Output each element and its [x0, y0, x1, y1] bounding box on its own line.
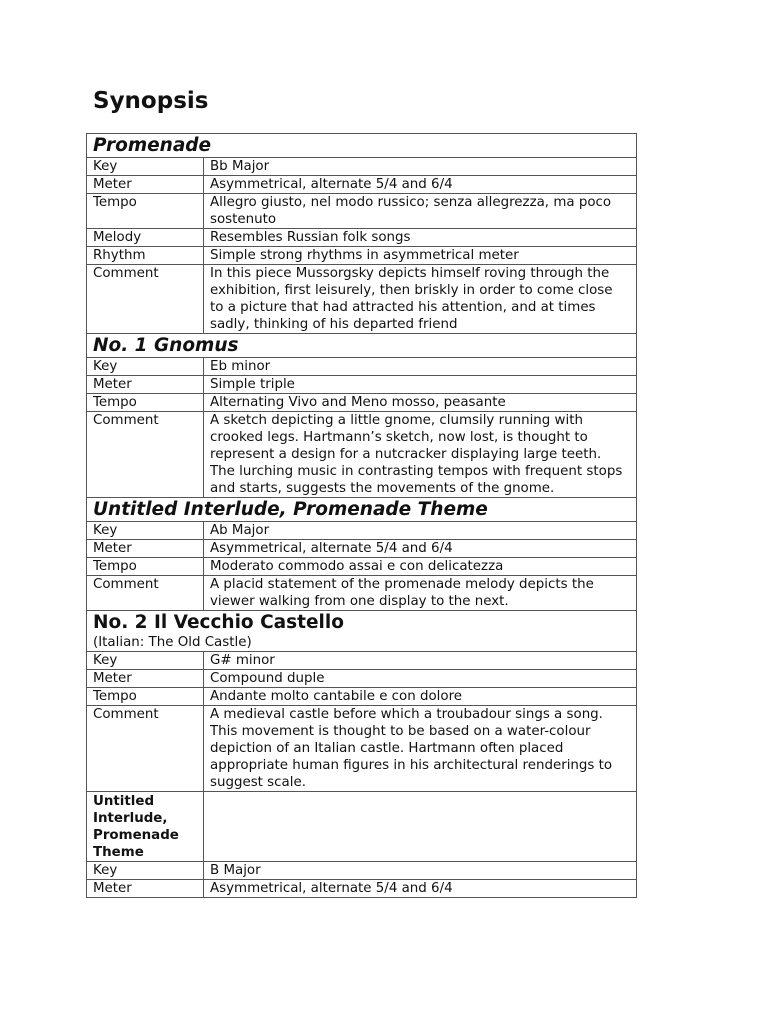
row-value: A placid statement of the promenade melody depicts the viewer walking from one display to the next.: [204, 576, 637, 611]
row-value: B Major: [204, 862, 637, 880]
row-label: Tempo: [87, 394, 204, 412]
row-value: Bb Major: [204, 158, 637, 176]
section-header-promenade: [87, 134, 637, 158]
table-row: [87, 558, 637, 576]
table-row: [87, 247, 637, 265]
row-label: Key: [87, 652, 204, 670]
section-title: Untitled Interlude, Promenade Theme: [93, 499, 488, 520]
row-value: A sketch depicting a little gnome, clumsily running with crooked legs. Hartmann’s sketch, now lost, is thought to represent a design for a nutcracker displaying large teeth. The lurching music in contrasting tempos with frequent stops and starts, suggests the movements of the gnome.: [204, 412, 637, 498]
row-label: Melody: [87, 229, 204, 247]
table-row: [87, 394, 637, 412]
section-heading-cell: [87, 498, 637, 522]
row-value: Andante molto cantabile e con dolore: [204, 688, 637, 706]
table-row: [87, 576, 637, 611]
section-header-gnomus: [87, 334, 637, 358]
row-value: Simple triple: [204, 376, 637, 394]
row-label: Meter: [87, 176, 204, 194]
table-row: [87, 706, 637, 792]
row-value: Eb minor: [204, 358, 637, 376]
section-heading-cell: [87, 334, 637, 358]
row-label: Key: [87, 358, 204, 376]
table-row: [87, 522, 637, 540]
row-label: Tempo: [87, 558, 204, 576]
section-title: Promenade: [93, 135, 212, 156]
row-value: Allegro giusto, nel modo russico; senza allegrezza, ma poco sostenuto: [204, 194, 637, 229]
row-label: Meter: [87, 376, 204, 394]
row-value: Moderato commodo assai e con delicatezza: [204, 558, 637, 576]
table-row: [87, 880, 637, 898]
row-label: Tempo: [87, 194, 204, 229]
row-label: Key: [87, 522, 204, 540]
section-heading-cell: [87, 134, 637, 158]
table-row: [87, 265, 637, 334]
table-row: [87, 194, 637, 229]
section-header-vecchio-castello: [87, 611, 637, 652]
row-label: Key: [87, 158, 204, 176]
section-subtitle: (Italian: The Old Castle): [93, 635, 252, 650]
table-row: [87, 652, 637, 670]
table-row: [87, 176, 637, 194]
row-label: Meter: [87, 540, 204, 558]
row-label: Meter: [87, 880, 204, 898]
row-value: Alternating Vivo and Meno mosso, peasante: [204, 394, 637, 412]
empty-cell: [204, 792, 637, 862]
table-row: [87, 862, 637, 880]
row-label: Comment: [87, 412, 204, 498]
row-label: Comment: [87, 576, 204, 611]
row-label: Tempo: [87, 688, 204, 706]
page-title: Synopsis: [93, 88, 209, 114]
table-row: [87, 229, 637, 247]
table-row: [87, 540, 637, 558]
row-value: Resembles Russian folk songs: [204, 229, 637, 247]
row-value: Asymmetrical, alternate 5/4 and 6/4: [204, 540, 637, 558]
row-label: Key: [87, 862, 204, 880]
section-title: No. 2 Il Vecchio Castello: [93, 612, 344, 633]
table-row: [87, 412, 637, 498]
row-label: Comment: [87, 265, 204, 334]
row-value: Ab Major: [204, 522, 637, 540]
row-value: Compound duple: [204, 670, 637, 688]
section-heading-cell: [87, 611, 637, 652]
row-label: Rhythm: [87, 247, 204, 265]
section-header-interlude-1: [87, 498, 637, 522]
table-row: [87, 358, 637, 376]
section-header-interlude-2: [87, 792, 637, 862]
row-value: Simple strong rhythms in asymmetrical meter: [204, 247, 637, 265]
row-value: Asymmetrical, alternate 5/4 and 6/4: [204, 880, 637, 898]
synopsis-table: [86, 133, 637, 898]
table-row: [87, 670, 637, 688]
section-title: No. 1 Gnomus: [93, 335, 239, 356]
row-label: Meter: [87, 670, 204, 688]
section-title: Untitled Interlude, Promenade Theme: [87, 792, 204, 862]
table-row: [87, 158, 637, 176]
table-row: [87, 376, 637, 394]
row-label: Comment: [87, 706, 204, 792]
row-value: Asymmetrical, alternate 5/4 and 6/4: [204, 176, 637, 194]
table-row: [87, 688, 637, 706]
row-value: G# minor: [204, 652, 637, 670]
row-value: A medieval castle before which a troubadour sings a song. This movement is thought to be based on a water-colour depiction of an Italian castle. Hartmann often placed appropriate human figures in his architectural renderings to suggest scale.: [204, 706, 637, 792]
row-value: In this piece Mussorgsky depicts himself roving through the exhibition, first leisurely, then briskly in order to come close to a picture that had attracted his attention, and at times sadly, thinking of his departed friend: [204, 265, 637, 334]
